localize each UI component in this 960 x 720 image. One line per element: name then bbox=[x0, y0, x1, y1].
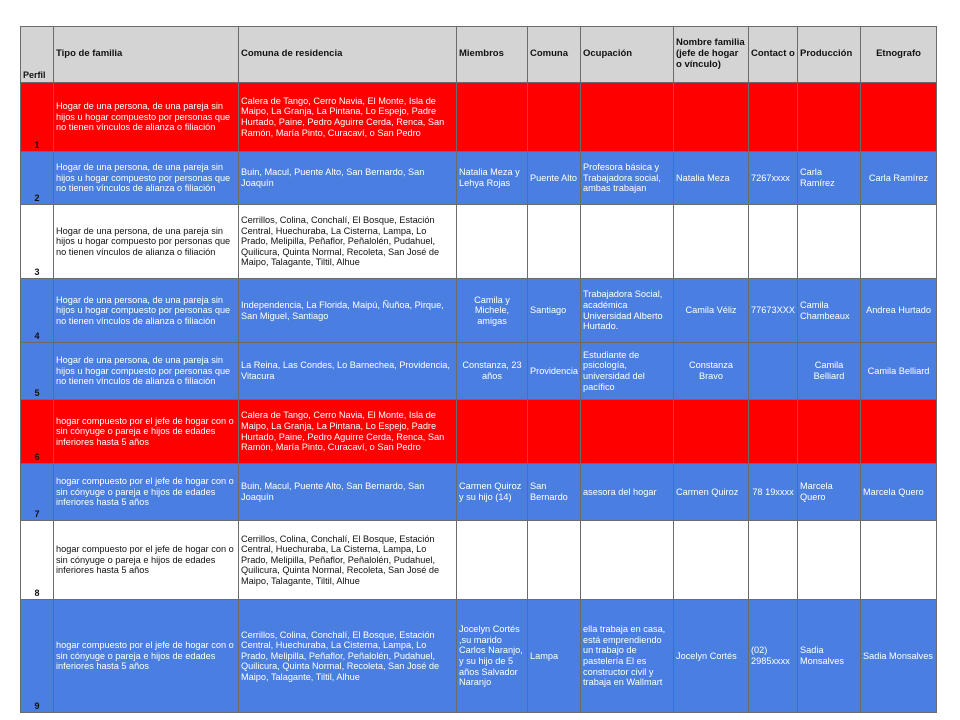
header-comuna[interactable]: Comuna bbox=[528, 27, 581, 83]
cell-nombre-familia[interactable] bbox=[674, 205, 749, 279]
cell-perfil[interactable]: 4 bbox=[21, 279, 54, 343]
cell-comuna-residencia[interactable]: Calera de Tango, Cerro Navia, El Monte, Isla de Maipo, La Granja, La Pintana, Lo Espejo, Padre Hurtado, Paine, Pedro Aguirre Cerda, Renca, San Ramón, María Pinto, Curacaví, o San Pedro bbox=[239, 83, 457, 152]
cell-comuna[interactable]: San Bernardo bbox=[528, 464, 581, 521]
table-row bbox=[21, 600, 937, 713]
header-miembros[interactable]: Miembros bbox=[457, 27, 528, 83]
cell-perfil[interactable]: 2 bbox=[21, 152, 54, 205]
header-ocupacion[interactable]: Ocupación bbox=[581, 27, 674, 83]
cell-etnografo[interactable]: Camila Belliard bbox=[861, 343, 937, 400]
families-table bbox=[20, 26, 937, 713]
cell-nombre-familia[interactable]: Jocelyn Cortés bbox=[674, 600, 749, 713]
cell-nombre-familia[interactable] bbox=[674, 400, 749, 464]
cell-perfil[interactable]: 1 bbox=[21, 83, 54, 152]
cell-ocupacion[interactable]: Trabajadora Social, académica Universidad Alberto Hurtado. bbox=[581, 279, 674, 343]
cell-tipo-familia[interactable]: hogar compuesto por el jefe de hogar con o sin cónyuge o pareja e hijos de edades inferiores hasta 5 años bbox=[54, 464, 239, 521]
cell-tipo-familia[interactable]: hogar compuesto por el jefe de hogar con o sin cónyuge o pareja e hijos de edades inferiores hasta 5 años bbox=[54, 400, 239, 464]
cell-produccion[interactable]: Carla Ramírez bbox=[798, 152, 861, 205]
cell-etnografo[interactable] bbox=[861, 83, 937, 152]
cell-comuna-residencia[interactable]: Buin, Macul, Puente Alto, San Bernardo, San Joaquín bbox=[239, 152, 457, 205]
cell-comuna-residencia[interactable]: Cerrillos, Colina, Conchalí, El Bosque, Estación Central, Huechuraba, La Cisterna, Lampa, Lo Prado, Melipilla, Peñaflor, Peñalolén, Pudahuel, Quilicura, Quinta Normal, Recoleta, San José de Maipo, Talagante, Tiltil, Alhue bbox=[239, 205, 457, 279]
cell-etnografo[interactable]: Sadia Monsalves bbox=[861, 600, 937, 713]
cell-contacto[interactable] bbox=[749, 205, 798, 279]
cell-comuna-residencia[interactable]: Independencia, La Florida, Maipú, Ñuñoa, Pirque, San Miguel, Santiago bbox=[239, 279, 457, 343]
cell-tipo-familia[interactable]: hogar compuesto por el jefe de hogar con o sin cónyuge o pareja e hijos de edades inferiores hasta 5 años bbox=[54, 521, 239, 600]
table-row bbox=[21, 152, 937, 205]
table-row bbox=[21, 521, 937, 600]
cell-miembros[interactable]: Camila y Michele, amigas bbox=[457, 279, 528, 343]
cell-produccion[interactable]: Camila Belliard bbox=[798, 343, 861, 400]
header-produccion[interactable]: Producción bbox=[798, 27, 861, 83]
cell-nombre-familia[interactable]: Carmen Quiroz bbox=[674, 464, 749, 521]
cell-etnografo[interactable]: Marcela Quero bbox=[861, 464, 937, 521]
cell-etnografo[interactable]: Andrea Hurtado bbox=[861, 279, 937, 343]
cell-comuna[interactable]: Lampa bbox=[528, 600, 581, 713]
header-nombre-familia[interactable]: Nombre familia (jefe de hogar o vínculo) bbox=[674, 27, 749, 83]
cell-contacto[interactable]: 77673XXX bbox=[749, 279, 798, 343]
header-etnografo[interactable]: Etnografo bbox=[861, 27, 937, 83]
cell-comuna-residencia[interactable]: Buin, Macul, Puente Alto, San Bernardo, San Joaquín bbox=[239, 464, 457, 521]
cell-produccion[interactable] bbox=[798, 205, 861, 279]
cell-contacto[interactable] bbox=[749, 343, 798, 400]
cell-perfil[interactable]: 3 bbox=[21, 205, 54, 279]
header-row bbox=[21, 27, 937, 83]
cell-ocupacion[interactable]: asesora del hogar bbox=[581, 464, 674, 521]
cell-perfil[interactable]: 9 bbox=[21, 600, 54, 713]
table-row bbox=[21, 83, 937, 152]
cell-comuna[interactable] bbox=[528, 205, 581, 279]
cell-contacto[interactable] bbox=[749, 400, 798, 464]
cell-contacto[interactable]: (02) 2985xxxx bbox=[749, 600, 798, 713]
cell-produccion[interactable] bbox=[798, 400, 861, 464]
cell-nombre-familia[interactable]: Camila Véliz bbox=[674, 279, 749, 343]
cell-miembros[interactable]: Jocelyn Cortés ,su marido Carlos Naranjo, y su hijo de 5 años Salvador Naranjo bbox=[457, 600, 528, 713]
cell-perfil[interactable]: 8 bbox=[21, 521, 54, 600]
cell-etnografo[interactable] bbox=[861, 400, 937, 464]
cell-miembros[interactable] bbox=[457, 205, 528, 279]
cell-comuna-residencia[interactable]: Calera de Tango, Cerro Navia, El Monte, Isla de Maipo, La Granja, La Pintana, Lo Espejo, Padre Hurtado, Paine, Pedro Aguirre Cerda, Renca, San Ramón, María Pinto, Curacaví, o San Pedro bbox=[239, 400, 457, 464]
cell-etnografo[interactable] bbox=[861, 205, 937, 279]
cell-tipo-familia[interactable]: Hogar de una persona, de una pareja sin hijos u hogar compuesto por personas que no tienen vínculos de alianza o filiación bbox=[54, 205, 239, 279]
table-row bbox=[21, 464, 937, 521]
cell-comuna[interactable] bbox=[528, 400, 581, 464]
cell-tipo-familia[interactable]: Hogar de una persona, de una pareja sin hijos u hogar compuesto por personas que no tienen vínculos de alianza o filiación bbox=[54, 343, 239, 400]
table-row bbox=[21, 343, 937, 400]
cell-ocupacion[interactable] bbox=[581, 521, 674, 600]
cell-comuna-residencia[interactable]: Cerrillos, Colina, Conchalí, El Bosque, Estación Central, Huechuraba, La Cisterna, Lampa, Lo Prado, Melipilla, Peñaflor, Peñalolén, Pudahuel, Quilicura, Quinta Normal, Recoleta, San José de Maipo, Talagante, Tiltil, Alhue bbox=[239, 521, 457, 600]
cell-perfil[interactable]: 6 bbox=[21, 400, 54, 464]
cell-comuna[interactable] bbox=[528, 83, 581, 152]
cell-ocupacion[interactable] bbox=[581, 83, 674, 152]
cell-tipo-familia[interactable]: Hogar de una persona, de una pareja sin hijos u hogar compuesto por personas que no tienen vínculos de alianza o filiación bbox=[54, 279, 239, 343]
cell-produccion[interactable] bbox=[798, 83, 861, 152]
cell-comuna-residencia[interactable]: Cerrillos, Colina, Conchalí, El Bosque, Estación Central, Huechuraba, La Cisterna, Lampa, Lo Prado, Melipilla, Peñaflor, Peñalolén, Pudahuel, Quilicura, Quinta Normal, Recoleta, San José de Maipo, Talagante, Tiltil, Alhue bbox=[239, 600, 457, 713]
cell-produccion[interactable]: Camila Chambeaux bbox=[798, 279, 861, 343]
cell-miembros[interactable]: Natalia Meza y Lehya Rojas bbox=[457, 152, 528, 205]
cell-tipo-familia[interactable]: Hogar de una persona, de una pareja sin hijos u hogar compuesto por personas que no tienen vínculos de alianza o filiación bbox=[54, 152, 239, 205]
cell-comuna[interactable]: Providencia bbox=[528, 343, 581, 400]
cell-contacto[interactable] bbox=[749, 521, 798, 600]
cell-nombre-familia[interactable]: Natalia Meza bbox=[674, 152, 749, 205]
spreadsheet-view bbox=[20, 26, 936, 716]
header-perfil[interactable]: Perfil bbox=[21, 27, 54, 83]
cell-tipo-familia[interactable]: Hogar de una persona, de una pareja sin hijos u hogar compuesto por personas que no tienen vínculos de alianza o filiación bbox=[54, 83, 239, 152]
header-comuna-residencia[interactable]: Comuna de residencia bbox=[239, 27, 457, 83]
cell-ocupacion[interactable]: Profesora básica y Trabajadora social, ambas trabajan bbox=[581, 152, 674, 205]
cell-contacto[interactable]: 78 19xxxx bbox=[749, 464, 798, 521]
cell-comuna[interactable]: Puente Alto bbox=[528, 152, 581, 205]
cell-comuna-residencia[interactable]: La Reina, Las Condes, Lo Barnechea, Providencia, Vitacura bbox=[239, 343, 457, 400]
cell-comuna[interactable]: Santiago bbox=[528, 279, 581, 343]
cell-tipo-familia[interactable]: hogar compuesto por el jefe de hogar con o sin cónyuge o pareja e hijos de edades inferiores hasta 5 años bbox=[54, 600, 239, 713]
cell-ocupacion[interactable]: ella trabaja en casa, está emprendiendo un trabajo de pastelería El es constructor civil y trabaja en Wallmart bbox=[581, 600, 674, 713]
cell-ocupacion[interactable] bbox=[581, 205, 674, 279]
cell-produccion[interactable]: Marcela Quero bbox=[798, 464, 861, 521]
table-row bbox=[21, 400, 937, 464]
cell-produccion[interactable] bbox=[798, 521, 861, 600]
cell-perfil[interactable]: 7 bbox=[21, 464, 54, 521]
cell-nombre-familia[interactable]: Constanza Bravo bbox=[674, 343, 749, 400]
cell-ocupacion[interactable]: Estudiante de psicología, universidad del pacífico bbox=[581, 343, 674, 400]
cell-miembros[interactable]: Constanza, 23 años bbox=[457, 343, 528, 400]
cell-comuna[interactable] bbox=[528, 521, 581, 600]
table-row bbox=[21, 205, 937, 279]
header-tipo-familia[interactable]: Tipo de familia bbox=[54, 27, 239, 83]
cell-nombre-familia[interactable] bbox=[674, 83, 749, 152]
cell-nombre-familia[interactable] bbox=[674, 521, 749, 600]
cell-miembros[interactable]: Carmen Quiroz y su hijo (14) bbox=[457, 464, 528, 521]
cell-miembros[interactable] bbox=[457, 521, 528, 600]
header-contacto[interactable]: Contact o bbox=[749, 27, 798, 83]
cell-contacto[interactable] bbox=[749, 83, 798, 152]
cell-miembros[interactable] bbox=[457, 400, 528, 464]
cell-contacto[interactable]: 7267xxxx bbox=[749, 152, 798, 205]
table-row bbox=[21, 279, 937, 343]
cell-produccion[interactable]: Sadia Monsalves bbox=[798, 600, 861, 713]
cell-perfil[interactable]: 5 bbox=[21, 343, 54, 400]
cell-ocupacion[interactable] bbox=[581, 400, 674, 464]
cell-miembros[interactable] bbox=[457, 83, 528, 152]
cell-etnografo[interactable] bbox=[861, 521, 937, 600]
cell-etnografo[interactable]: Carla Ramírez bbox=[861, 152, 937, 205]
